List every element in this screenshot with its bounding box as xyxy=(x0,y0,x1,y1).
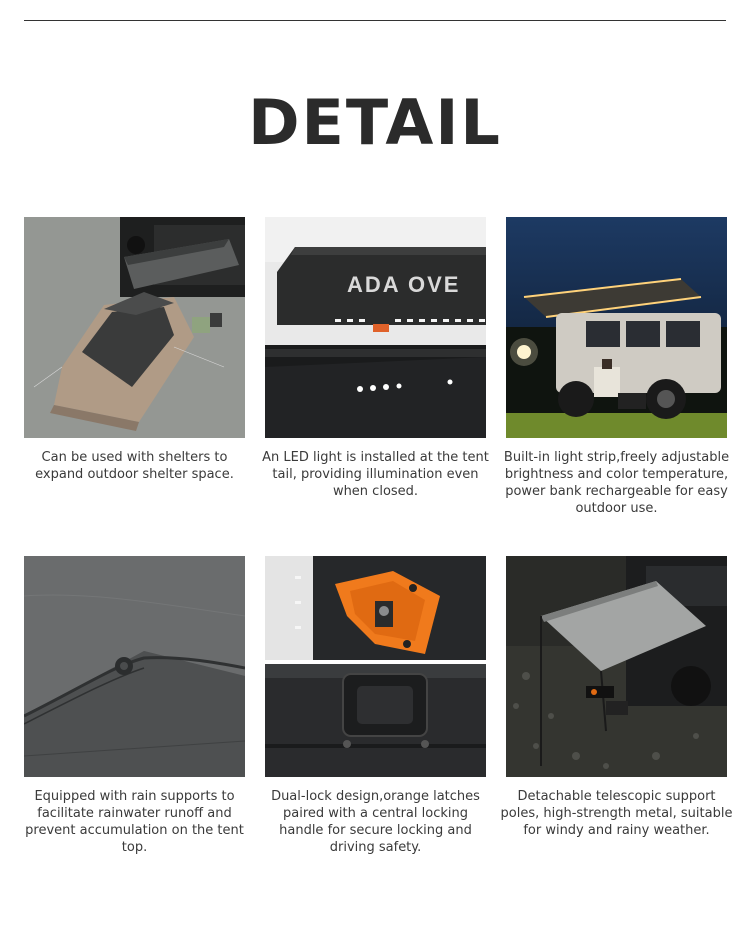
caption-rain-support: Equipped with rain supports to facilitate rainwater runoff and prevent accumulation on the tent top. xyxy=(25,789,244,855)
caption-dual-lock: Dual-lock design,orange latches paired with a central locking handle for secure locking and driving safety. xyxy=(271,789,480,855)
photo-telescopic-poles xyxy=(506,556,727,777)
photo-rain-support xyxy=(24,556,245,777)
photo-night-light-strip xyxy=(506,217,727,438)
photo-brand-text: ADA OVE xyxy=(347,272,461,297)
photo-tent-with-shelter xyxy=(24,217,245,438)
caption-telescopic-poles: Detachable telescopic support poles, high-strength metal, suitable for windy and rainy weather. xyxy=(500,789,733,838)
caption-led: An LED light is installed at the tent tail, providing illumination even when closed. xyxy=(262,450,489,499)
caption-light-strip: Built-in light strip,freely adjustable brightness and color temperature, power bank rechargeable for easy outdoor use. xyxy=(503,450,730,516)
top-divider xyxy=(24,20,726,21)
photo-led-tail-light xyxy=(265,217,486,438)
page-title: DETAIL xyxy=(248,86,502,159)
caption-shelter: Can be used with shelters to expand outdoor shelter space. xyxy=(35,450,234,482)
photo-dual-lock xyxy=(265,556,486,777)
